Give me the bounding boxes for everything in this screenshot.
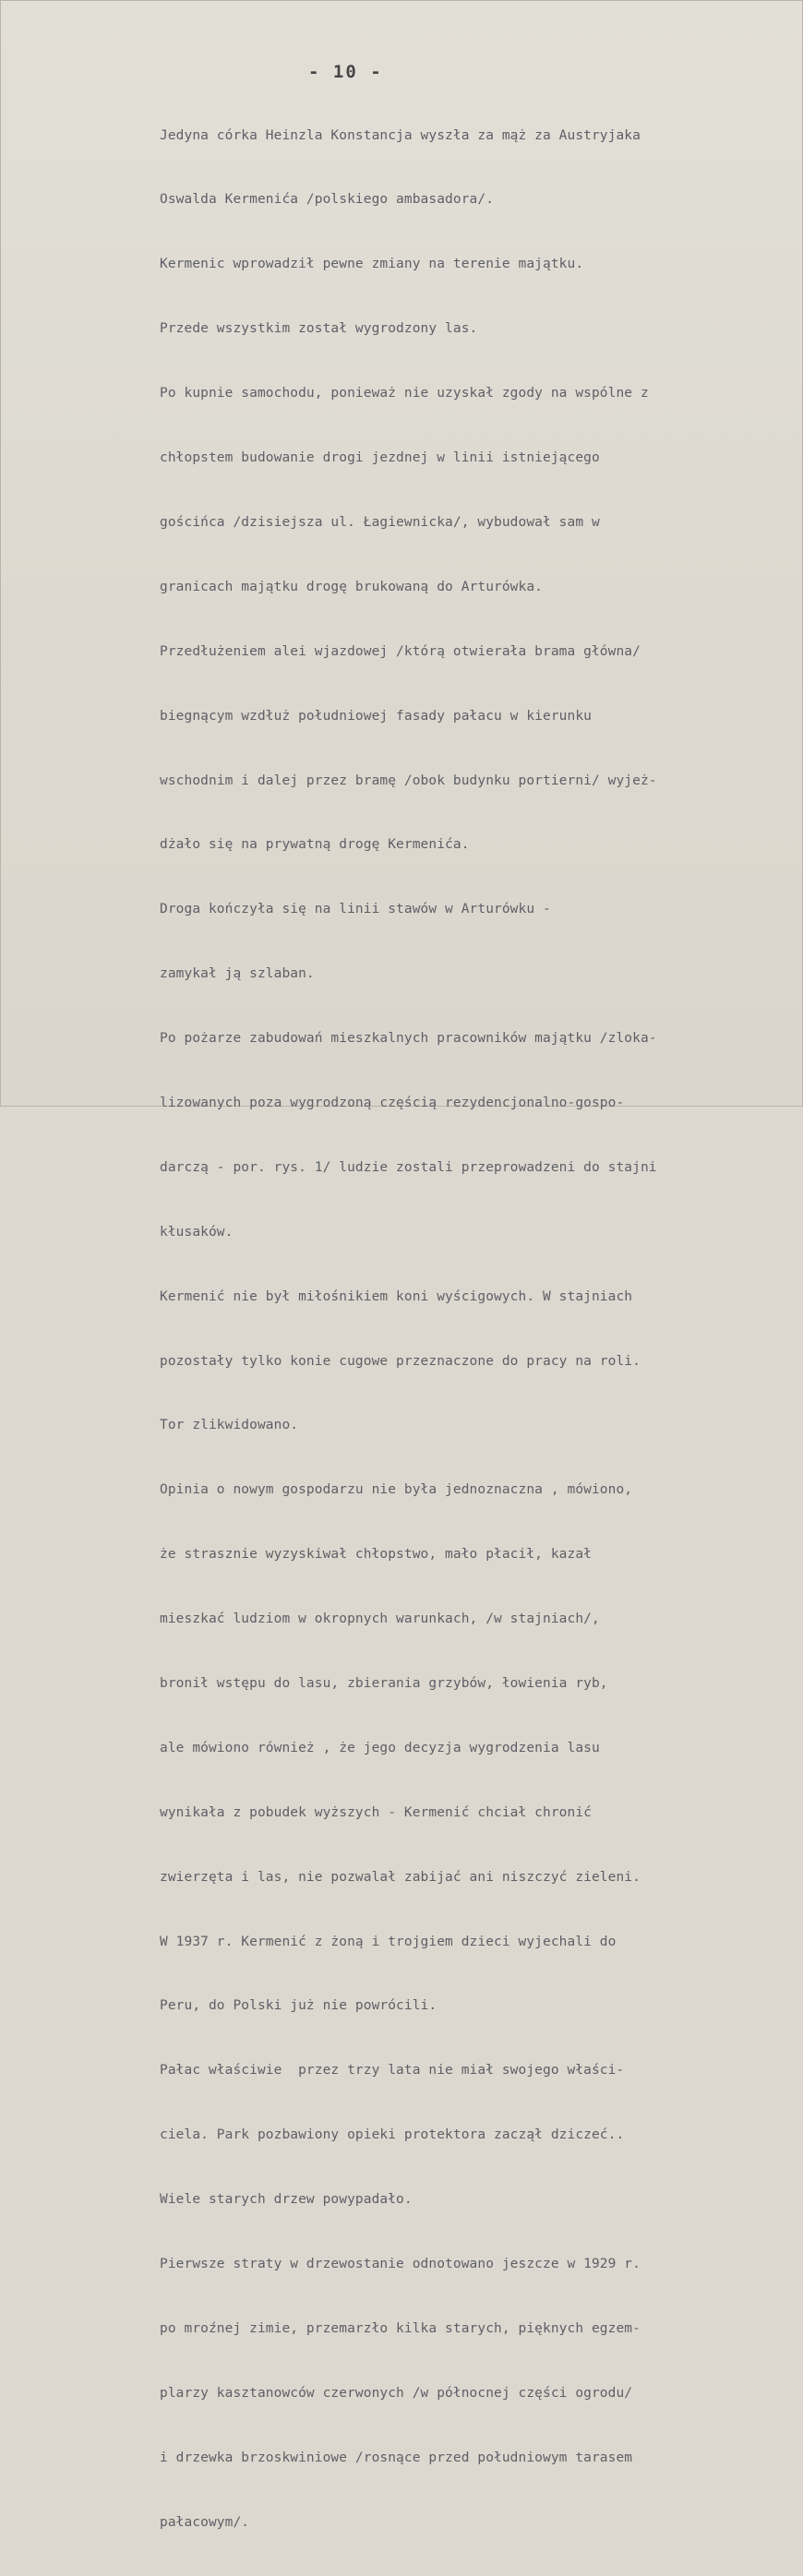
text-line: granicach majątku drogę brukowaną do Arturówka.: [160, 579, 543, 594]
text-line: i drzewka brzoskwiniowe /rosnące przed południowym tarasem: [160, 2450, 633, 2465]
text-line: kłusaków.: [160, 1224, 234, 1240]
text-line: Pałac właściwie przez trzy lata nie miał swojego właści-: [160, 2063, 625, 2079]
text-line: plarzy kasztanowców czerwonych /w północnej części ogrodu/: [160, 2385, 633, 2401]
text-line: Kermenic wprowadził pewne zmiany na terenie majątku.: [160, 257, 584, 272]
text-line: wynikała z pobudek wyższych - Kermenić chciał chronić: [160, 1804, 592, 1820]
text-line: mieszkać ludziom w okropnych warunkach, /w stajniach/,: [160, 1611, 600, 1627]
text-line: po mroźnej zimie, przemarzło kilka starych, pięknych egzem-: [160, 2320, 641, 2336]
text-line: Przede wszystkim został wygrodzony las.: [160, 321, 478, 337]
text-line: wschodnim i dalej przez bramę /obok budynku portierni/ wyjeż-: [160, 773, 657, 788]
text-line: Opinia o nowym gospodarzu nie była jednoznaczna , mówiono,: [160, 1482, 633, 1498]
text-line: Przedłużeniem alei wjazdowej /którą otwierała brama główna/: [160, 643, 641, 659]
text-line: Oswalda Kermenića /polskiego ambasadora/.: [160, 192, 495, 208]
text-line: Peru, do Polski już nie powrócili.: [160, 1998, 437, 2014]
text-line: Jedyna córka Heinzla Konstancja wyszła za mąż za Austryjaka: [160, 127, 641, 143]
text-line: ciela. Park pozbawiony opieki protektora zaczął dziczeć..: [160, 2127, 625, 2143]
text-line: ale mówiono również , że jego decyzja wygrodzenia lasu: [160, 1740, 600, 1755]
text-line: Pierwsze straty w drzewostanie odnotowano jeszcze w 1929 r.: [160, 2256, 641, 2271]
text-line: bronił wstępu do lasu, zbierania grzybów, łowienia ryb,: [160, 1675, 608, 1691]
text-line: Po pożarze zabudowań mieszkalnych pracowników majątku /zloka-: [160, 1031, 657, 1047]
text-line: biegnącym wzdłuż południowej fasady pałacu w kierunku: [160, 708, 592, 724]
text-line: W 1937 r. Kermenić z żoną i trojgiem dzieci wyjechali do: [160, 1934, 617, 1949]
text-line: darczą - por. rys. 1/ ludzie zostali przeprowadzeni do stajni: [160, 1159, 657, 1175]
page-number: - 10 -: [308, 62, 383, 82]
text-line: Tor zlikwidowano.: [160, 1418, 299, 1433]
text-line: Po kupnie samochodu, ponieważ nie uzyskał zgody na wspólne z: [160, 386, 649, 401]
text-line: lizowanych poza wygrodzoną częścią rezydencjonalno-gospo-: [160, 1095, 625, 1110]
text-line: że strasznie wyzyskiwał chłopstwo, mało płacił, kazał: [160, 1547, 592, 1563]
text-line: pozostały tylko konie cugowe przeznaczone do pracy na roli.: [160, 1353, 641, 1369]
text-line: dżało się na prywatną drogę Kermenića.: [160, 837, 470, 853]
text-line: pałacowym/.: [160, 2514, 250, 2530]
text-line: Kermenić nie był miłośnikiem koni wyścigowych. W stajniach: [160, 1288, 633, 1304]
text-line: zwierzęta i las, nie pozwalał zabijać ani niszczyć zieleni.: [160, 1869, 641, 1885]
text-line: Wiele starych drzew powypadało.: [160, 2192, 413, 2208]
body-text: [160, 82, 776, 2576]
text-line: zamykał ją szlaban.: [160, 966, 315, 982]
text-line: gościńca /dzisiejsza ul. Łagiewnicka/, wybudował sam w: [160, 514, 600, 530]
text-line: chłopstem budowanie drogi jezdnej w linii istniejącego: [160, 450, 600, 466]
text-line: Droga kończyła się na linii stawów w Arturówku -: [160, 902, 551, 917]
